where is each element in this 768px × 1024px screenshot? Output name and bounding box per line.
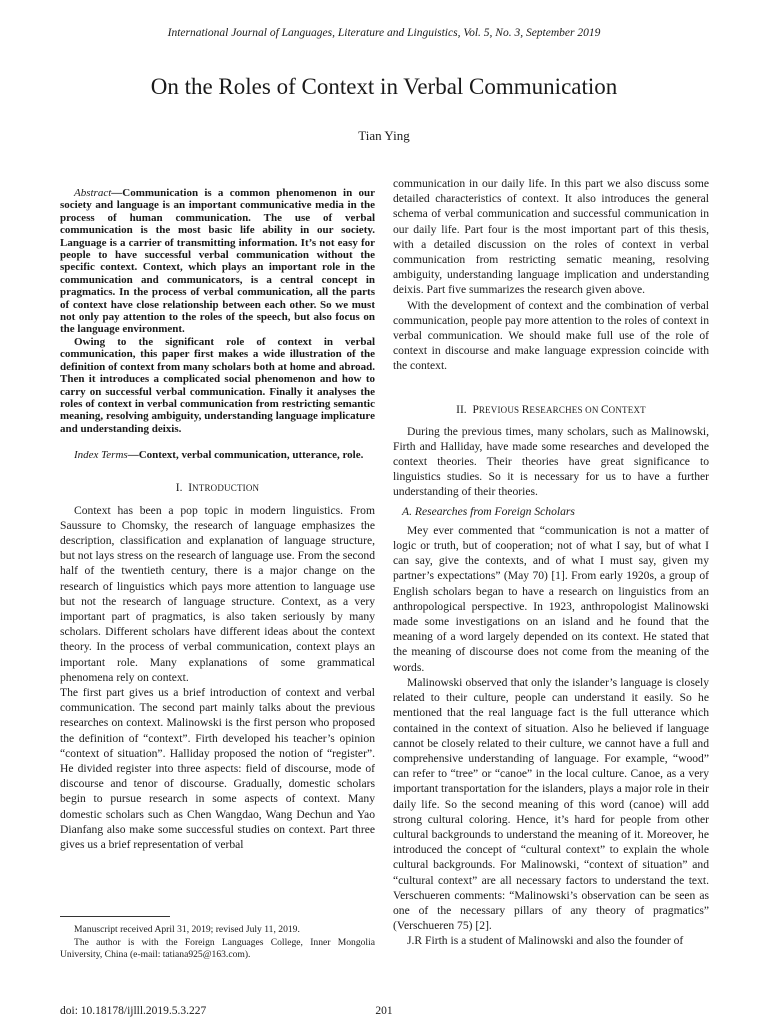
section-title-part: ONTEXT bbox=[608, 404, 646, 415]
abstract-text-1: —Communication is a common phenomenon in our society and language is an important communicative media in the process of human communication. The use of verbal communication is the most basic life ability in our society. Language is a carrier of transmitting information. It’s not easy for people to have successful verbal communication without the specific context. Context, which plays an important role in the communication and communicators, is a central concept in pragmatics. In the process of verbal communication, all the parts of context have close relationship between each other. So we must not only pay attention to the roles of the speech, but also focus on the language environment. bbox=[60, 187, 375, 336]
right-paragraph-continued: communication in our daily life. In this part we also discuss some detailed characteristics of context. It also introduces the general schema of verbal communication and successful communication in our daily life. Part four is the most important part of this thesis, with a detailed discussion on the roles of context in verbal communication from restricting sematic meaning, resolving ambiguity, understanding language implication and understanding deixis. Part five summarizes the research given above. bbox=[393, 177, 709, 297]
intro-paragraph-1: Context has been a pop topic in modern linguistics. From Saussure to Chomsky, the research of language emphasizes the description, classification and explanation of language structure, but not lays stress on the research of language use. From the second half of the twentieth century, there is a major change on the research of linguistics which pays more attention to language use but not the research of language structure. Context, as a very important part of pragmatics, is also taken seriously by many scholars. Different scholars have different ideas about the context theory. In the process of verbal communication, context plays an important role. Many explanations of some grammatical phenomena rely on context. bbox=[60, 503, 375, 684]
section-initial: C bbox=[600, 403, 609, 416]
abstract-paragraph-1 bbox=[60, 187, 375, 336]
right-paragraph-5: J.R Firth is a student of Malinowski and also the founder of bbox=[407, 934, 684, 948]
footnote-affiliation: The author is with the Foreign Languages College, Inner Mongolia University, China (e-mail: tatiana925@163.com). bbox=[60, 936, 375, 961]
intro-paragraph-2: The first part gives us a brief introduction of context and verbal communication. The second part mainly talks about the previous researches on context. Malinowski is the first person who proposed the definition of “context”. Firth developed his teacher’s opinion “context of situation”. Halliday proposed the notion of “register”. He divided register into three aspects: field of discourse, mode of discourse and tenor of discourse. Gradually, domestic scholars begin to pursue research in some aspects of context. Many domestic scholars such as Chen Wangdao, Wang Dechun and Yao Dianfang also make some successful studies on context. Part three gives us a brief representation of verbal bbox=[60, 685, 375, 851]
section-title-part: REVIOUS bbox=[478, 404, 522, 415]
page-number: 201 bbox=[375, 1005, 393, 1017]
footnote-rule bbox=[60, 916, 170, 917]
author-name: Tian Ying bbox=[358, 128, 410, 143]
right-paragraph-1: With the development of context and the combination of verbal communication, people pay more attention to the roles of context in verbal communication. We should make full use of the role of context in discourse and make language expression coincide with the context. bbox=[393, 298, 709, 373]
subsection-heading-a: A. Researches from Foreign Scholars bbox=[402, 504, 575, 518]
abstract-label: Abstract bbox=[74, 187, 112, 199]
section-heading-previous-researches bbox=[393, 404, 709, 416]
index-terms-label: Index Terms bbox=[74, 449, 128, 462]
section-title-rest: NTRODUCTION bbox=[192, 482, 260, 493]
section-initial: I bbox=[188, 481, 193, 494]
right-column bbox=[393, 176, 709, 949]
left-column bbox=[60, 187, 375, 852]
abstract-paragraph-2: Owing to the significant role of context in verbal communication, this paper first makes a wide illustration of the definition of context from many scholars both at home and abroad. Then it introduces a complicated social phenomenon and how to carry on successful verbal communication. Finally it analyses the roles of context in verbal communication from restricting semantic meaning, resolving ambiguity, understanding language implicature and understanding deixis. bbox=[60, 335, 375, 435]
section-initial: P bbox=[472, 403, 479, 416]
index-terms-text: —Context, verbal communication, utterance, role. bbox=[127, 449, 364, 462]
doi: doi: 10.18178/ijlll.2019.5.3.227 bbox=[60, 1005, 207, 1017]
section-initial: R bbox=[521, 403, 530, 416]
right-paragraph-2: During the previous times, many scholars, such as Malinowski, Firth and Halliday, have made some researches and developed the context theories. Their theories have great significance to linguistics studies. So it is necessary for us to have a further understanding of their theories. bbox=[393, 424, 709, 499]
section-heading-introduction bbox=[60, 482, 375, 494]
journal-header: International Journal of Languages, Literature and Linguistics, Vol. 5, No. 3, September 2019 bbox=[167, 27, 601, 39]
index-terms bbox=[60, 449, 375, 461]
footnotes bbox=[60, 924, 375, 962]
right-paragraph-4: Malinowski observed that only the islander’s language is closely related to their culture, people can understand it easily. So he mentioned that the real language fact is the full utterance which contained in the context of situation. Also he believed if language cannot be closely related to their culture, we cannot have a full and comprehensive understanding of language. For example, “wood” can refer to “tree” or “canoe” in the local culture. Canoe, as a very important transportation for the islanders, plays a major role in their daily life. So the second meaning of this word (canoe) will add strong cultural coloring. Hence, it’s hard for people from other cultural backgrounds to understand the meaning of it. Moreover, he introduced the concept of “cultural context” to explain the whole cultural backgrounds. For Malinowski, “context of situation” and “cultural context” are all necessary factors to understand the text. Verschueren comments: “Malinowski’s observation can be seen as one of the necessary pillars of any theory of pragmatics” (Verschueren 75) [2]. bbox=[393, 675, 709, 933]
section-number: I. bbox=[175, 481, 183, 494]
right-paragraph-3: Mey ever commented that “communication is not a matter of logic or truth, but of cooperation; not of what I say, but of what I can say, give the contexts, and of what I must say, given my partner’s expectations” (May 70) [1]. From early 1920s, a group of English scholars began to have a research on linguistics from an anthropological perspective. In 1923, anthropologist Malinowski made some investigations on an island and he found that the meaning of a word largely depended on its context. He stated that the meaning of discourse does not come from the meaning of the words. bbox=[393, 523, 709, 674]
section-title-part: ESEARCHES ON bbox=[529, 404, 601, 415]
section-number: II. bbox=[456, 403, 467, 416]
paper-title: On the Roles of Context in Verbal Communication bbox=[150, 74, 618, 99]
footnote-manuscript: Manuscript received April 31, 2019; revised July 11, 2019. bbox=[74, 924, 300, 935]
